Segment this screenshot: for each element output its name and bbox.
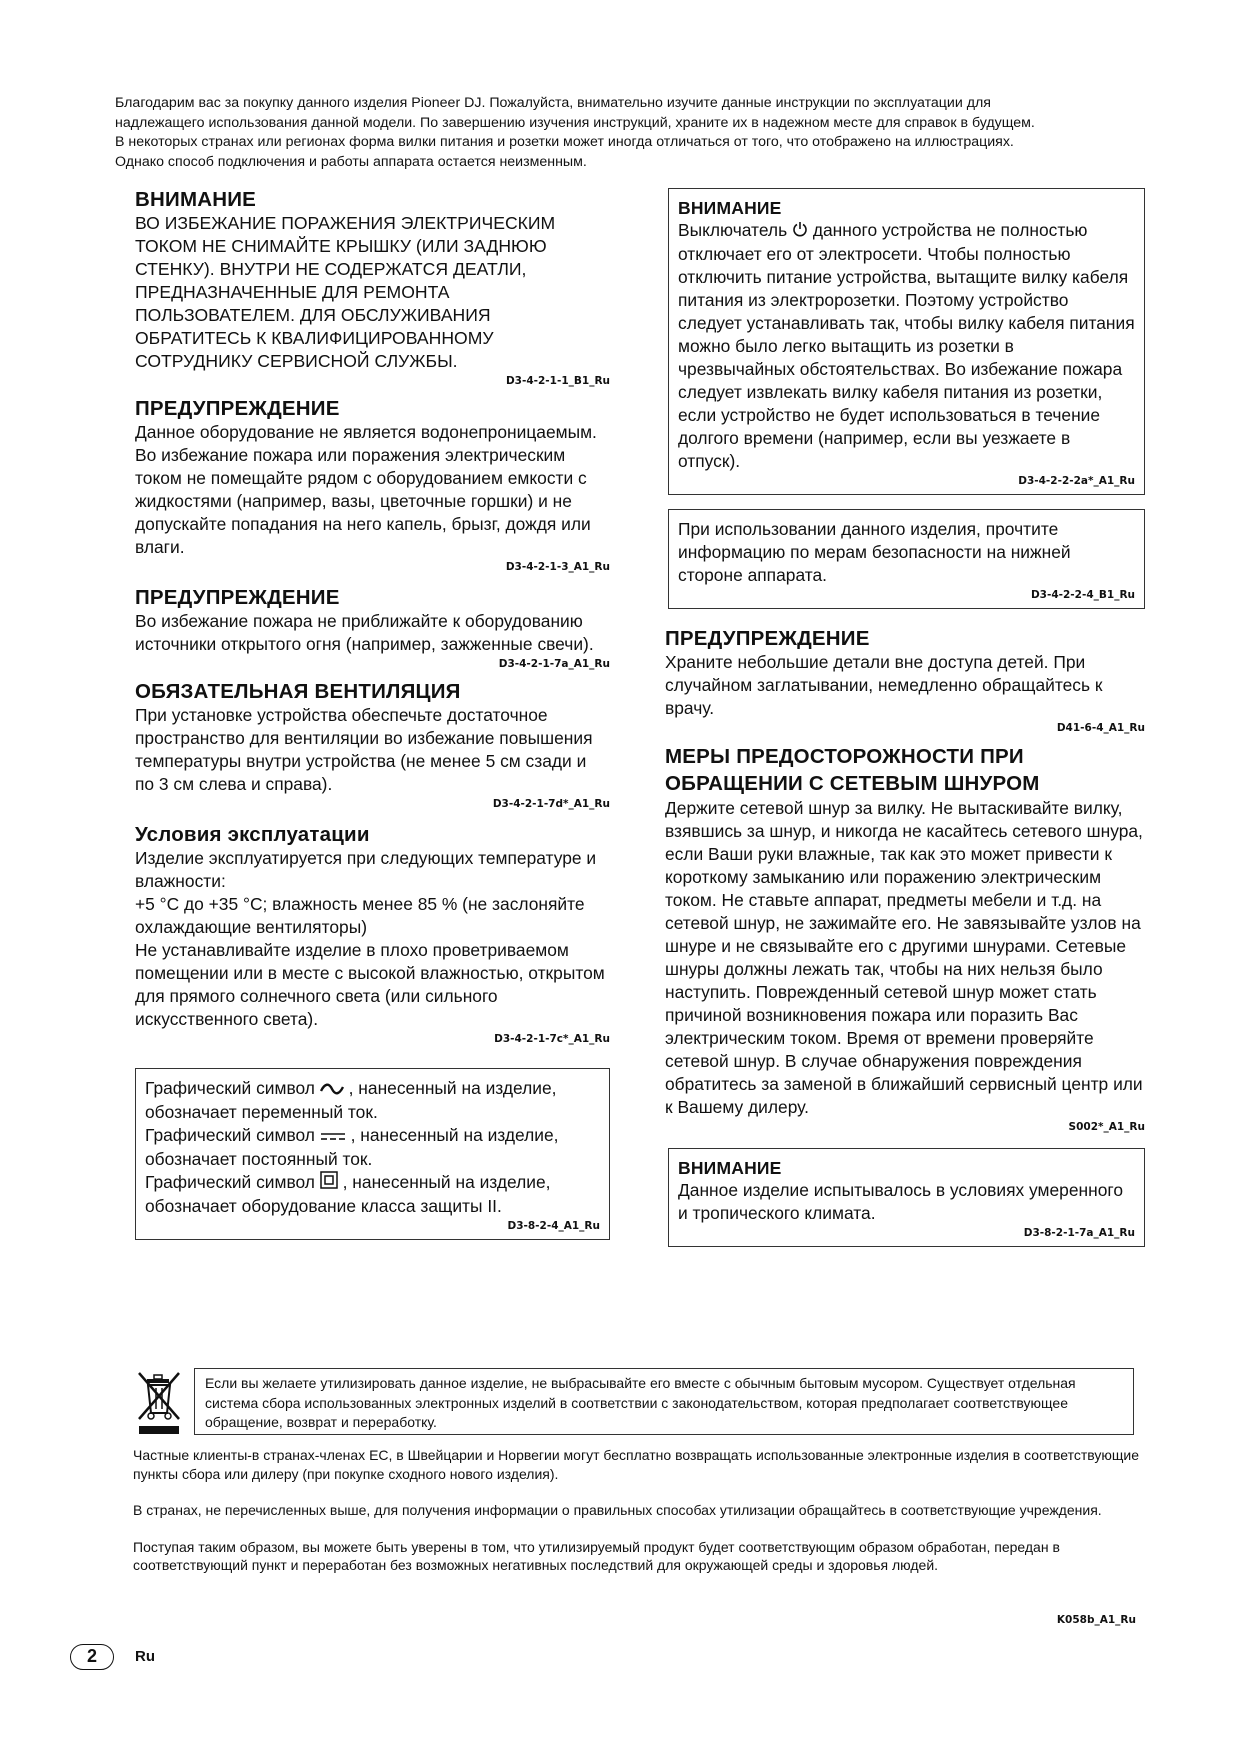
section-code: D41-6-4_A1_Ru bbox=[1056, 721, 1145, 734]
section-title: ВНИМАНИЕ bbox=[135, 188, 257, 211]
body-text: Выключатель bbox=[678, 220, 788, 240]
disposal-paragraph: Частные клиенты-в странах-членах ЕС, в Швейцарии и Норвегии могут бесплатно возвращать использованные электронные изделия в соответствующие пункты сбора или дилеру (при покупке сходного нового изделия). bbox=[133, 1447, 1139, 1482]
section-code: D3-4-2-1-1_B1_Ru bbox=[505, 375, 610, 387]
section-title: ВНИМАНИЕ bbox=[678, 1157, 782, 1178]
section-body: Данное оборудование не является водонепроницаемым. Во избежание пожара или поражения электрическим током не помещайте рядом с оборудованием емкости с жидкостями (например, вазы, цветочные горшки) и не допускайте попадания на него капель, брызг, дождя или влаги. bbox=[135, 422, 597, 557]
disposal-details bbox=[133, 1446, 1145, 1593]
intro-line: Благодарим вас за покупку данного изделия Pioneer DJ. Пожалуйста, внимательно изучите данные инструкции по эксплуатации для bbox=[115, 95, 991, 111]
section-body: Изделие эксплуатируется при следующих температуре и влажности: bbox=[135, 848, 597, 891]
dc-symbol-text bbox=[145, 1124, 600, 1171]
section-title: ПРЕДУПРЕЖДЕНИЕ bbox=[665, 626, 870, 650]
symbol-prefix: Графический символ bbox=[145, 1124, 315, 1145]
power-cord-section bbox=[665, 743, 1145, 1134]
ac-symbol-text bbox=[145, 1077, 600, 1124]
symbol-prefix: Графический символ bbox=[145, 1171, 315, 1192]
language-code: Ru bbox=[135, 1648, 155, 1665]
section-body: +5 °C до +35 °C; влажность менее 85 % (не заслоняйте охлаждающие вентиляторы) bbox=[135, 894, 585, 937]
safety-info-box bbox=[668, 509, 1145, 609]
section-body: При использовании данного изделия, прочтите информацию по мерам безопасности на нижней стороне аппарата. bbox=[678, 518, 1071, 585]
section-title: ВНИМАНИЕ bbox=[678, 198, 782, 218]
section-body bbox=[678, 219, 1135, 473]
small-parts-warning-section bbox=[665, 627, 1145, 735]
caution-cover-section bbox=[135, 188, 610, 388]
power-standby-icon bbox=[792, 220, 808, 243]
graphic-symbols-box bbox=[135, 1068, 610, 1240]
section-title: ПРЕДУПРЕЖДЕНИЕ bbox=[135, 397, 340, 420]
section-title: Условия эксплуатации bbox=[135, 823, 370, 846]
class2-symbol-text bbox=[145, 1171, 600, 1218]
right-column bbox=[665, 188, 1145, 1247]
section-title: ОБЯЗАТЕЛЬНАЯ ВЕНТИЛЯЦИЯ bbox=[135, 680, 461, 703]
left-column bbox=[135, 188, 610, 1240]
section-body: Данное изделие испытывалось в условиях умеренного и тропического климата. bbox=[678, 1179, 1124, 1223]
double-insulation-icon bbox=[320, 1171, 338, 1195]
symbol-text: , нанесенный на изделие, обозначает оборудование класса защиты II. bbox=[145, 1171, 551, 1217]
symbol-prefix: Графический символ bbox=[145, 1078, 315, 1098]
warning-water-section bbox=[135, 397, 610, 574]
disposal-paragraph: В странах, не перечисленных выше, для получения информации о правильных способах утилизации обращайтесь в соответствующие учреждения. bbox=[133, 1502, 1102, 1518]
ventilation-section bbox=[135, 680, 610, 811]
body-text: данного устройства не полностью отключает его от электросети. Чтобы полностью отключить питание устройства, вытащите вилку кабеля питания из электророзетки. Поэтому устройство следует устанавливать так, чтобы вилку кабеля питания можно было легко вытащить из розетки в чрезвычайных обстоятельствах. Во избежание пожара следует извлекать вилку кабеля питания из розетки, если устройство не будет использоваться в течение долгого времени (например, если вы уезжаете в отпуск). bbox=[678, 220, 1135, 471]
symbol-text: , нанесенный на изделие, обозначает переменный ток. bbox=[145, 1078, 557, 1122]
intro-line: Однако способ подключения и работы аппарата остается неизменным. bbox=[115, 153, 587, 170]
section-body: Держите сетевой шнур за вилку. Не вытаскивайте вилку, взявшись за шнур, и никогда не касайтесь сетевого шнура, если Ваши руки влажные, так как это может привести к короткому замыканию или поражению электрическим током. Не ставьте аппарат, предметы мебели и т.д. на сетевой шнур, не зажимайте его. Не завязывайте узлов на шнуре и не связывайте его с другими шнурами. Сетевые шнуры должны лежать так, чтобы на них нельзя было наступить. Поврежденный сетевой шнур может стать причиной возникновения пожара или поразить Вас электрическим током. Время от времени проверяйте сетевой шнур. В случае обнаружения повреждения обратитесь за заменой в ближайший сервисный центр или к Вашему дилеру. bbox=[665, 797, 1143, 1117]
section-code: D3-4-2-1-7d*_A1_Ru bbox=[492, 798, 610, 810]
disposal-paragraph: Поступая таким образом, вы можете быть уверены в том, что утилизируемый продукт будет соответствующим образом обработан, передан в соответствующий пункт и переработан без возможных негативных последствий для окружающей среды и здоровья людей. bbox=[133, 1538, 1060, 1573]
section-body: При установке устройства обеспечьте достаточное пространство для вентиляции во избежание повышения температуры внутри устройства (не менее 5 см сзади и по 3 см слева и справа). bbox=[135, 705, 593, 794]
warning-fire-section bbox=[135, 586, 610, 671]
section-body: Во избежание пожара не приближайте к оборудованию источники открытого огня (например, зажженные свечи). bbox=[135, 611, 594, 654]
dc-current-icon bbox=[320, 1125, 346, 1148]
section-code: D3-4-2-1-7a_A1_Ru bbox=[498, 658, 610, 670]
page-number: 2 bbox=[70, 1644, 114, 1670]
power-switch-caution-box bbox=[668, 188, 1145, 495]
section-code: D3-8-2-4_A1_Ru bbox=[507, 1220, 600, 1233]
section-code: D3-8-2-1-7a_A1_Ru bbox=[1023, 1226, 1135, 1239]
disposal-box-text: Если вы желаете утилизировать данное изделие, не выбрасывайте его вместе с обычным бытовым мусором. Существует отдельная система сбора использованных электронных изделий в соответствии с законодательством, которая предполагает соответствующее обращение, возврат и переработку. bbox=[194, 1368, 1134, 1435]
section-body: Храните небольшие детали вне доступа детей. При случайном заглатывании, немедленно обращайтесь к врачу. bbox=[665, 651, 1103, 718]
climate-caution-box bbox=[668, 1148, 1145, 1247]
section-title: МЕРЫ ПРЕДОСТОРОЖНОСТИ ПРИ ОБРАЩЕНИИ С СЕТЕВЫМ ШНУРОМ bbox=[665, 744, 1040, 795]
intro-line: надлежащего использования данной модели. По завершению изучения инструкций, храните их в надежном месте для справок в будущем. bbox=[115, 114, 1035, 131]
disposal-code: K058b_A1_Ru bbox=[1056, 1614, 1136, 1626]
section-body: ВО ИЗБЕЖАНИЕ ПОРАЖЕНИЯ ЭЛЕКТРИЧЕСКИМ ТОКОМ НЕ СНИМАЙТЕ КРЫШКУ (ИЛИ ЗАДНЮЮ СТЕНКУ). ВНУТРИ НЕ СОДЕРЖАТСЯ ДЕАТЛИ, ПРЕДНАЗНАЧЕННЫЕ ДЛЯ РЕМОНТА ПОЛЬЗОВАТЕЛЕМ. ДЛЯ ОБСЛУЖИВАНИЯ ОБРАТИТЕСЬ К КВАЛИФИЦИРОВАННОМУ СОТРУДНИКУ СЕРВИСНОЙ СЛУЖБЫ. bbox=[135, 213, 556, 371]
section-code: D3-4-2-2-4_B1_Ru bbox=[1030, 588, 1135, 601]
section-code: D3-4-2-1-3_A1_Ru bbox=[505, 561, 610, 573]
operating-conditions-section bbox=[135, 823, 610, 1046]
symbol-text: , нанесенный на изделие, обозначает постоянный ток. bbox=[145, 1124, 559, 1169]
intro-line: В некоторых странах или регионах форма вилки питания и розетки может иногда отличаться от того, что отображено на иллюстрациях. bbox=[115, 134, 1014, 151]
ac-current-icon bbox=[320, 1078, 344, 1101]
section-body: Не устанавливайте изделие в плохо проветриваемом помещении или в месте с высокой влажностью, открытом для прямого солнечного света (или сильного искусственного света). bbox=[135, 940, 605, 1029]
section-title: ПРЕДУПРЕЖДЕНИЕ bbox=[135, 586, 340, 609]
section-code: D3-4-2-1-7c*_A1_Ru bbox=[494, 1033, 610, 1045]
section-code: S002*_A1_Ru bbox=[1068, 1120, 1145, 1133]
crossed-out-bin-icon bbox=[135, 1369, 185, 1435]
section-code: D3-4-2-2-2a*_A1_Ru bbox=[1018, 474, 1135, 487]
intro-text bbox=[115, 94, 1155, 172]
